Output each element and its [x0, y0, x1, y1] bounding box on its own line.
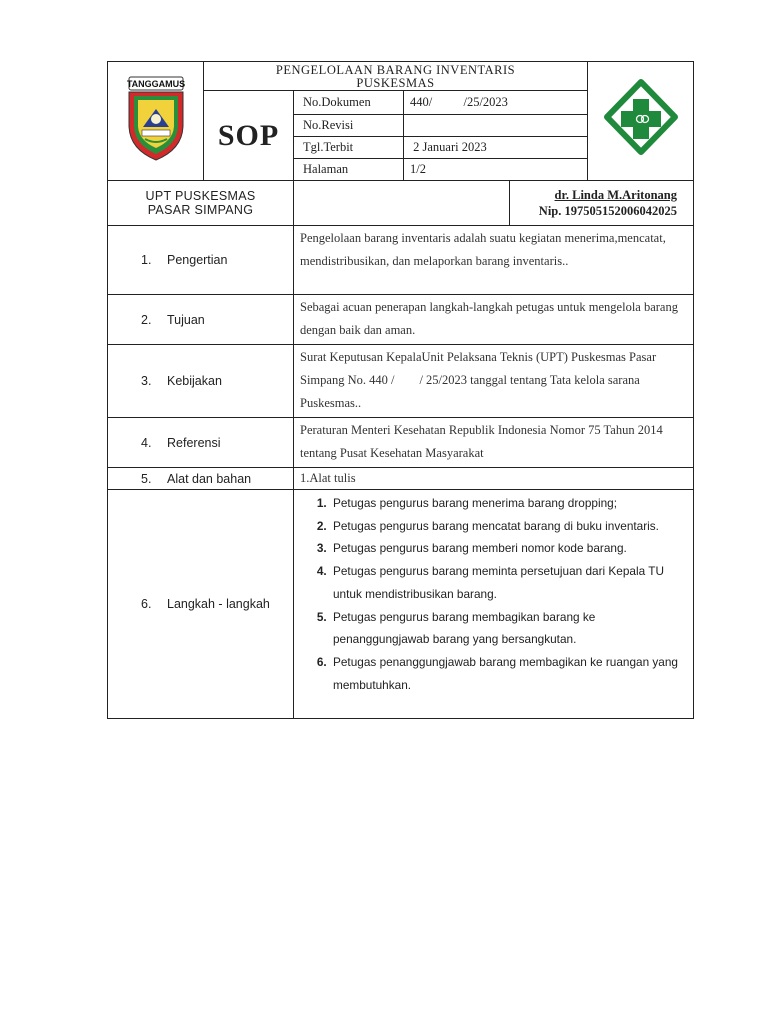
unit-line-2: PASAR SIMPANG — [147, 203, 254, 217]
puskesmas-logo-cell — [588, 62, 694, 181]
section-content-langkah — [294, 490, 694, 719]
list-item: 6. Petugas penanggungjawab barang membagikan ke ruangan yang membutuhkan. — [330, 651, 687, 696]
section-title: Pengertian — [167, 253, 228, 267]
title-line-1: PENGELOLAAN BARANG INVENTARIS — [275, 63, 516, 77]
meta-value-tgl-terbit: 2 Januari 2023 — [404, 137, 588, 159]
section-title: Alat dan bahan — [167, 471, 252, 486]
section-number: 4. — [141, 435, 152, 450]
section-label-alat-dan-bahan — [108, 468, 294, 490]
steps-list — [298, 492, 687, 696]
section-number: 6. — [141, 597, 152, 611]
sop-document — [107, 61, 693, 719]
section-label-langkah — [108, 490, 294, 719]
section-title: Kebijakan — [167, 374, 222, 388]
meta-label-no-revisi: No.Revisi — [294, 115, 404, 137]
section-number: 1. — [141, 253, 152, 267]
list-item: 3. Petugas pengurus barang memberi nomor kode barang. — [330, 537, 687, 560]
meta-value-no-revisi — [404, 115, 588, 137]
unit-line-1: UPT PUSKESMAS — [145, 189, 256, 203]
meta-value-no-dokumen: 440/ /25/2023 — [404, 91, 588, 115]
section-content-kebijakan: Surat Keputusan KepalaUnit Pelaksana Teknis (UPT) Puskesmas Pasar Simpang No. 440 / / 25/2023 tanggal tentang Tata kelola sarana Puskesmas.. — [294, 345, 694, 418]
section-content-pengertian: Pengelolaan barang inventaris adalah suatu kegiatan menerima,mencatat, mendistribusikan, dan melaporkan barang inventaris.. — [294, 226, 694, 295]
list-item: 5. Petugas pengurus barang membagikan barang ke penanggungjawab barang yang bersangkutan. — [330, 606, 687, 651]
blank-stamp-cell — [294, 181, 510, 226]
list-item: 4. Petugas pengurus barang meminta persetujuan dari Kepala TU untuk mendistribusikan barang. — [330, 560, 687, 605]
section-label-pengertian — [108, 226, 294, 295]
meta-value-halaman: 1/2 — [404, 159, 588, 181]
list-item: 2. Petugas pengurus barang mencatat barang di buku inventaris. — [330, 515, 687, 538]
section-content-referensi: Peraturan Menteri Kesehatan Republik Indonesia Nomor 75 Tahun 2014 tentang Pusat Kesehatan Masyarakat — [294, 418, 694, 468]
meta-label-tgl-terbit: Tgl.Terbit — [294, 137, 404, 159]
title-line-2: PUSKESMAS — [356, 76, 435, 90]
signature-block — [510, 181, 694, 226]
section-number: 3. — [141, 374, 152, 388]
section-title: Referensi — [167, 435, 221, 450]
signature-name: dr. Linda M.Aritonang — [554, 188, 677, 202]
tanggamus-logo-text: TANGGAMUS — [126, 79, 185, 89]
list-item: 1. Petugas pengurus barang menerima barang dropping; — [330, 492, 687, 515]
section-content-tujuan: Sebagai acuan penerapan langkah-langkah petugas untuk mengelola barang dengan baik dan aman. — [294, 295, 694, 345]
puskesmas-logo — [603, 79, 679, 159]
document-title — [204, 62, 588, 91]
meta-label-halaman: Halaman — [294, 159, 404, 181]
section-label-referensi — [108, 418, 294, 468]
section-number: 5. — [141, 471, 152, 486]
signature-nip: Nip. 197505152006042025 — [538, 204, 677, 218]
section-label-kebijakan — [108, 345, 294, 418]
section-content-alat-dan-bahan: 1.Alat tulis — [294, 468, 694, 490]
tanggamus-logo-cell — [108, 62, 204, 181]
section-title: Tujuan — [167, 312, 205, 327]
unit-name — [108, 181, 294, 226]
meta-label-no-dokumen: No.Dokumen — [294, 91, 404, 115]
tanggamus-logo — [125, 75, 187, 163]
section-title: Langkah - langkah — [167, 597, 270, 611]
section-number: 2. — [141, 312, 152, 327]
section-label-tujuan — [108, 295, 294, 345]
sop-table — [107, 61, 694, 719]
sop-label: SOP — [204, 91, 294, 181]
